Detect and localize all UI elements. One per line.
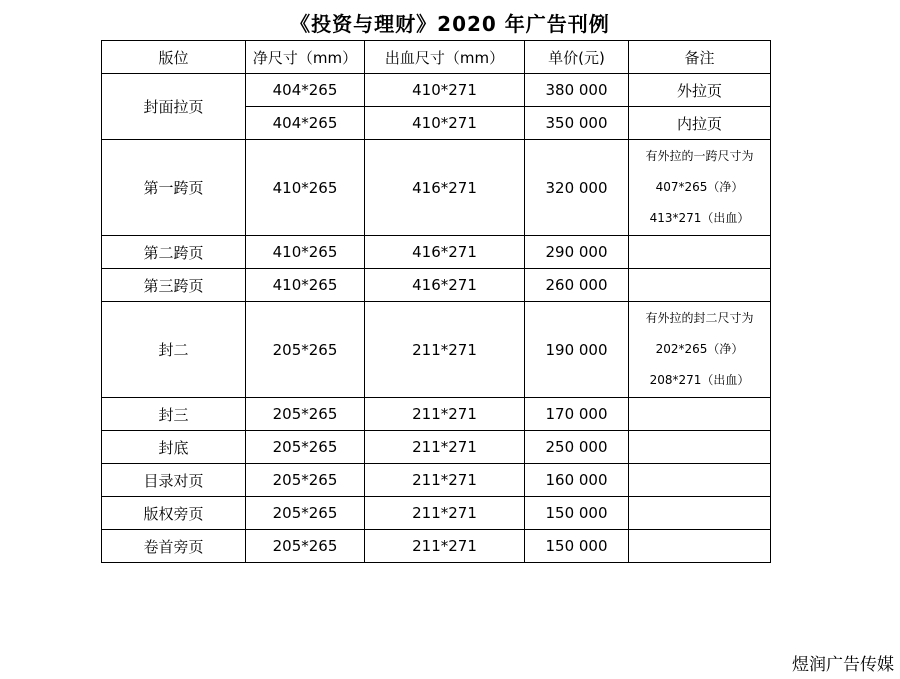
publisher-footer: 煜润广告传媒 bbox=[792, 655, 894, 675]
cell-note bbox=[629, 464, 771, 497]
cell-bleed-size: 416*271 bbox=[365, 236, 525, 269]
header-bleed-size: 出血尺寸（mm） bbox=[365, 41, 525, 74]
cell-bleed-size: 410*271 bbox=[365, 74, 525, 107]
cell-position: 封三 bbox=[102, 398, 246, 431]
cell-position: 第三跨页 bbox=[102, 269, 246, 302]
table-row bbox=[102, 74, 771, 107]
note-line: 有外拉的一跨尺寸为 bbox=[645, 149, 754, 163]
cell-net-size: 404*265 bbox=[246, 107, 365, 140]
cell-net-size: 410*265 bbox=[246, 236, 365, 269]
cell-note bbox=[629, 398, 771, 431]
table-row bbox=[102, 269, 771, 302]
cell-net-size: 404*265 bbox=[246, 74, 365, 107]
table-row bbox=[102, 140, 771, 236]
cell-net-size: 410*265 bbox=[246, 269, 365, 302]
cell-position: 版权旁页 bbox=[102, 497, 246, 530]
table-row bbox=[102, 431, 771, 464]
cell-price: 150 000 bbox=[525, 530, 629, 563]
table-row bbox=[102, 236, 771, 269]
header-note: 备注 bbox=[629, 41, 771, 74]
cell-bleed-size: 416*271 bbox=[365, 269, 525, 302]
cell-net-size: 205*265 bbox=[246, 431, 365, 464]
cell-note bbox=[629, 302, 771, 398]
cell-note bbox=[629, 431, 771, 464]
header-position: 版位 bbox=[102, 41, 246, 74]
cell-note bbox=[629, 269, 771, 302]
cell-bleed-size: 211*271 bbox=[365, 431, 525, 464]
cell-price: 150 000 bbox=[525, 497, 629, 530]
header-net-size: 净尺寸（mm） bbox=[246, 41, 365, 74]
cell-bleed-size: 211*271 bbox=[365, 530, 525, 563]
ad-rate-table bbox=[101, 40, 771, 563]
note-line: 有外拉的封二尺寸为 bbox=[645, 311, 754, 325]
header-price: 单价(元) bbox=[525, 41, 629, 74]
table-row bbox=[102, 464, 771, 497]
note-line: 202*265（净） bbox=[655, 342, 744, 356]
cell-note bbox=[629, 140, 771, 236]
cell-price: 160 000 bbox=[525, 464, 629, 497]
cell-net-size: 205*265 bbox=[246, 497, 365, 530]
cell-bleed-size: 410*271 bbox=[365, 107, 525, 140]
cell-bleed-size: 211*271 bbox=[365, 302, 525, 398]
cell-price: 250 000 bbox=[525, 431, 629, 464]
cell-price: 380 000 bbox=[525, 74, 629, 107]
cell-note bbox=[629, 497, 771, 530]
cell-price: 260 000 bbox=[525, 269, 629, 302]
cell-price: 170 000 bbox=[525, 398, 629, 431]
cell-note: 外拉页 bbox=[629, 74, 771, 107]
cell-note bbox=[629, 236, 771, 269]
cell-position: 封面拉页 bbox=[102, 74, 246, 140]
cell-bleed-size: 211*271 bbox=[365, 497, 525, 530]
cell-price: 320 000 bbox=[525, 140, 629, 236]
cell-position: 第二跨页 bbox=[102, 236, 246, 269]
table-row bbox=[102, 302, 771, 398]
cell-note: 内拉页 bbox=[629, 107, 771, 140]
document-title: 《投资与理财》2020 年广告刊例 bbox=[290, 12, 610, 36]
cell-position: 目录对页 bbox=[102, 464, 246, 497]
cell-bleed-size: 416*271 bbox=[365, 140, 525, 236]
cell-net-size: 410*265 bbox=[246, 140, 365, 236]
cell-bleed-size: 211*271 bbox=[365, 464, 525, 497]
cell-position: 封二 bbox=[102, 302, 246, 398]
cell-net-size: 205*265 bbox=[246, 302, 365, 398]
cell-net-size: 205*265 bbox=[246, 398, 365, 431]
note-line: 208*271（出血） bbox=[649, 373, 750, 387]
note-line: 413*271（出血） bbox=[649, 211, 750, 225]
cell-position: 封底 bbox=[102, 431, 246, 464]
table-row bbox=[102, 398, 771, 431]
cell-position: 第一跨页 bbox=[102, 140, 246, 236]
cell-net-size: 205*265 bbox=[246, 464, 365, 497]
cell-price: 350 000 bbox=[525, 107, 629, 140]
cell-net-size: 205*265 bbox=[246, 530, 365, 563]
table-header-row bbox=[102, 41, 771, 74]
table-row bbox=[102, 497, 771, 530]
table-row bbox=[102, 530, 771, 563]
cell-note bbox=[629, 530, 771, 563]
note-line: 407*265（净） bbox=[655, 180, 744, 194]
cell-position: 卷首旁页 bbox=[102, 530, 246, 563]
cell-price: 290 000 bbox=[525, 236, 629, 269]
cell-price: 190 000 bbox=[525, 302, 629, 398]
cell-bleed-size: 211*271 bbox=[365, 398, 525, 431]
